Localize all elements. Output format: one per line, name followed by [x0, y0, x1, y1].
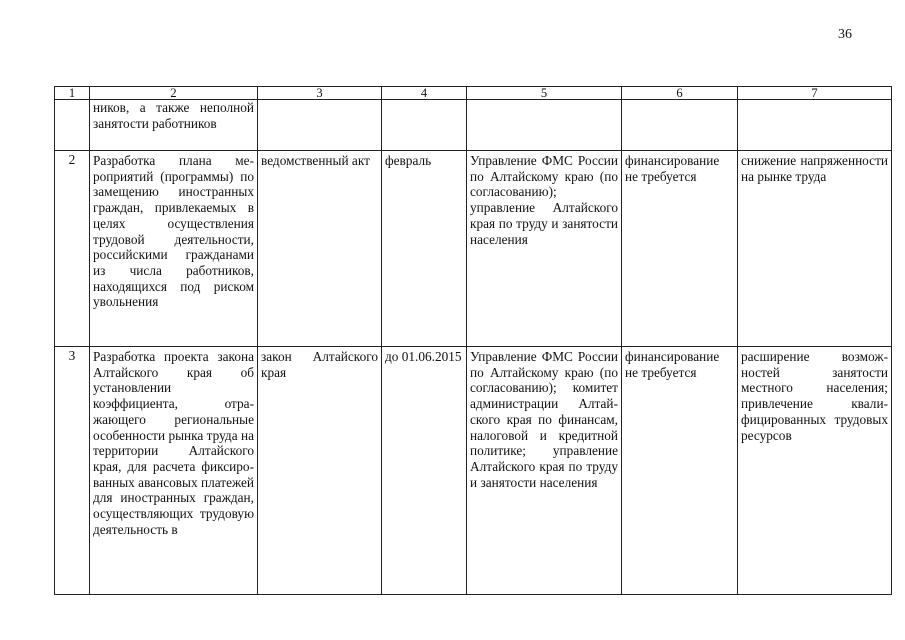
table-row [55, 347, 892, 595]
doc-type-cell [258, 100, 382, 151]
measure-text: ников, а также неполной занятости работников [93, 100, 254, 131]
measures-table [54, 86, 892, 595]
measure-cell [90, 151, 258, 347]
row-number-cell [55, 100, 90, 151]
financing-cell [622, 100, 738, 151]
row-number-cell: 2 [55, 151, 90, 347]
column-header: 5 [467, 87, 622, 100]
executors-cell [467, 151, 622, 347]
column-header: 4 [382, 87, 467, 100]
measure-text: Разработка плана мероприятий (программы) по замещению иностранных граждан, привлекаемых в целях осуществления трудовой деятельности, российскими гражданами из числа работников, находящихся под риском увольнения [93, 153, 254, 310]
column-header: 6 [622, 87, 738, 100]
measure-cell [90, 347, 258, 595]
deadline-cell [382, 100, 467, 151]
deadline-cell [382, 151, 467, 347]
table-row [55, 100, 892, 151]
deadline-text: февраль [385, 153, 432, 168]
result-text: расширение возможностей занятости местного населения; привлечение квалифицированных трудовых ресурсов [741, 349, 888, 443]
deadline-text: до 01.06.2015 [385, 349, 462, 364]
financing-text: финансирование не требуется [625, 349, 720, 380]
result-cell [738, 347, 892, 595]
result-text: снижение напряженности на рынке труда [741, 153, 888, 184]
table-row [55, 151, 892, 347]
page-number: 36 [838, 27, 852, 42]
measure-text: Разработка проекта закона Алтайского края об установлении коэффициента, отражающего региональные особенности рынка труда на территории Алтайского края, для расчета фиксированных авансовых платежей для иностранных граждан, осуществляющих трудовую деятельность в [93, 349, 254, 537]
executors-text: Управление ФМС России по Алтайскому краю (по согласованию); комитет администрации Алтайского края по финансам, налоговой и кредитной политике; управление Алтайского края по труду и занятости населения [470, 349, 618, 490]
result-cell [738, 100, 892, 151]
executors-cell [467, 347, 622, 595]
column-header: 1 [55, 87, 90, 100]
column-header: 7 [738, 87, 892, 100]
financing-cell [622, 151, 738, 347]
doc-type-cell [258, 151, 382, 347]
table-header-row [55, 87, 892, 100]
measure-cell [90, 100, 258, 151]
executors-cell [467, 100, 622, 151]
financing-text: финансирование не требуется [625, 153, 720, 184]
deadline-cell [382, 347, 467, 595]
executors-text: Управление ФМС России по Алтайскому краю (по согласованию); управление Алтайского края по труду и занятости населения [470, 153, 618, 247]
doc-type-cell [258, 347, 382, 595]
column-header: 3 [258, 87, 382, 100]
doc-type-text: закон Алтайского края [261, 349, 378, 380]
financing-cell [622, 347, 738, 595]
result-cell [738, 151, 892, 347]
doc-type-text: ведомственный акт [261, 153, 370, 168]
row-number-cell: 3 [55, 347, 90, 595]
column-header: 2 [90, 87, 258, 100]
